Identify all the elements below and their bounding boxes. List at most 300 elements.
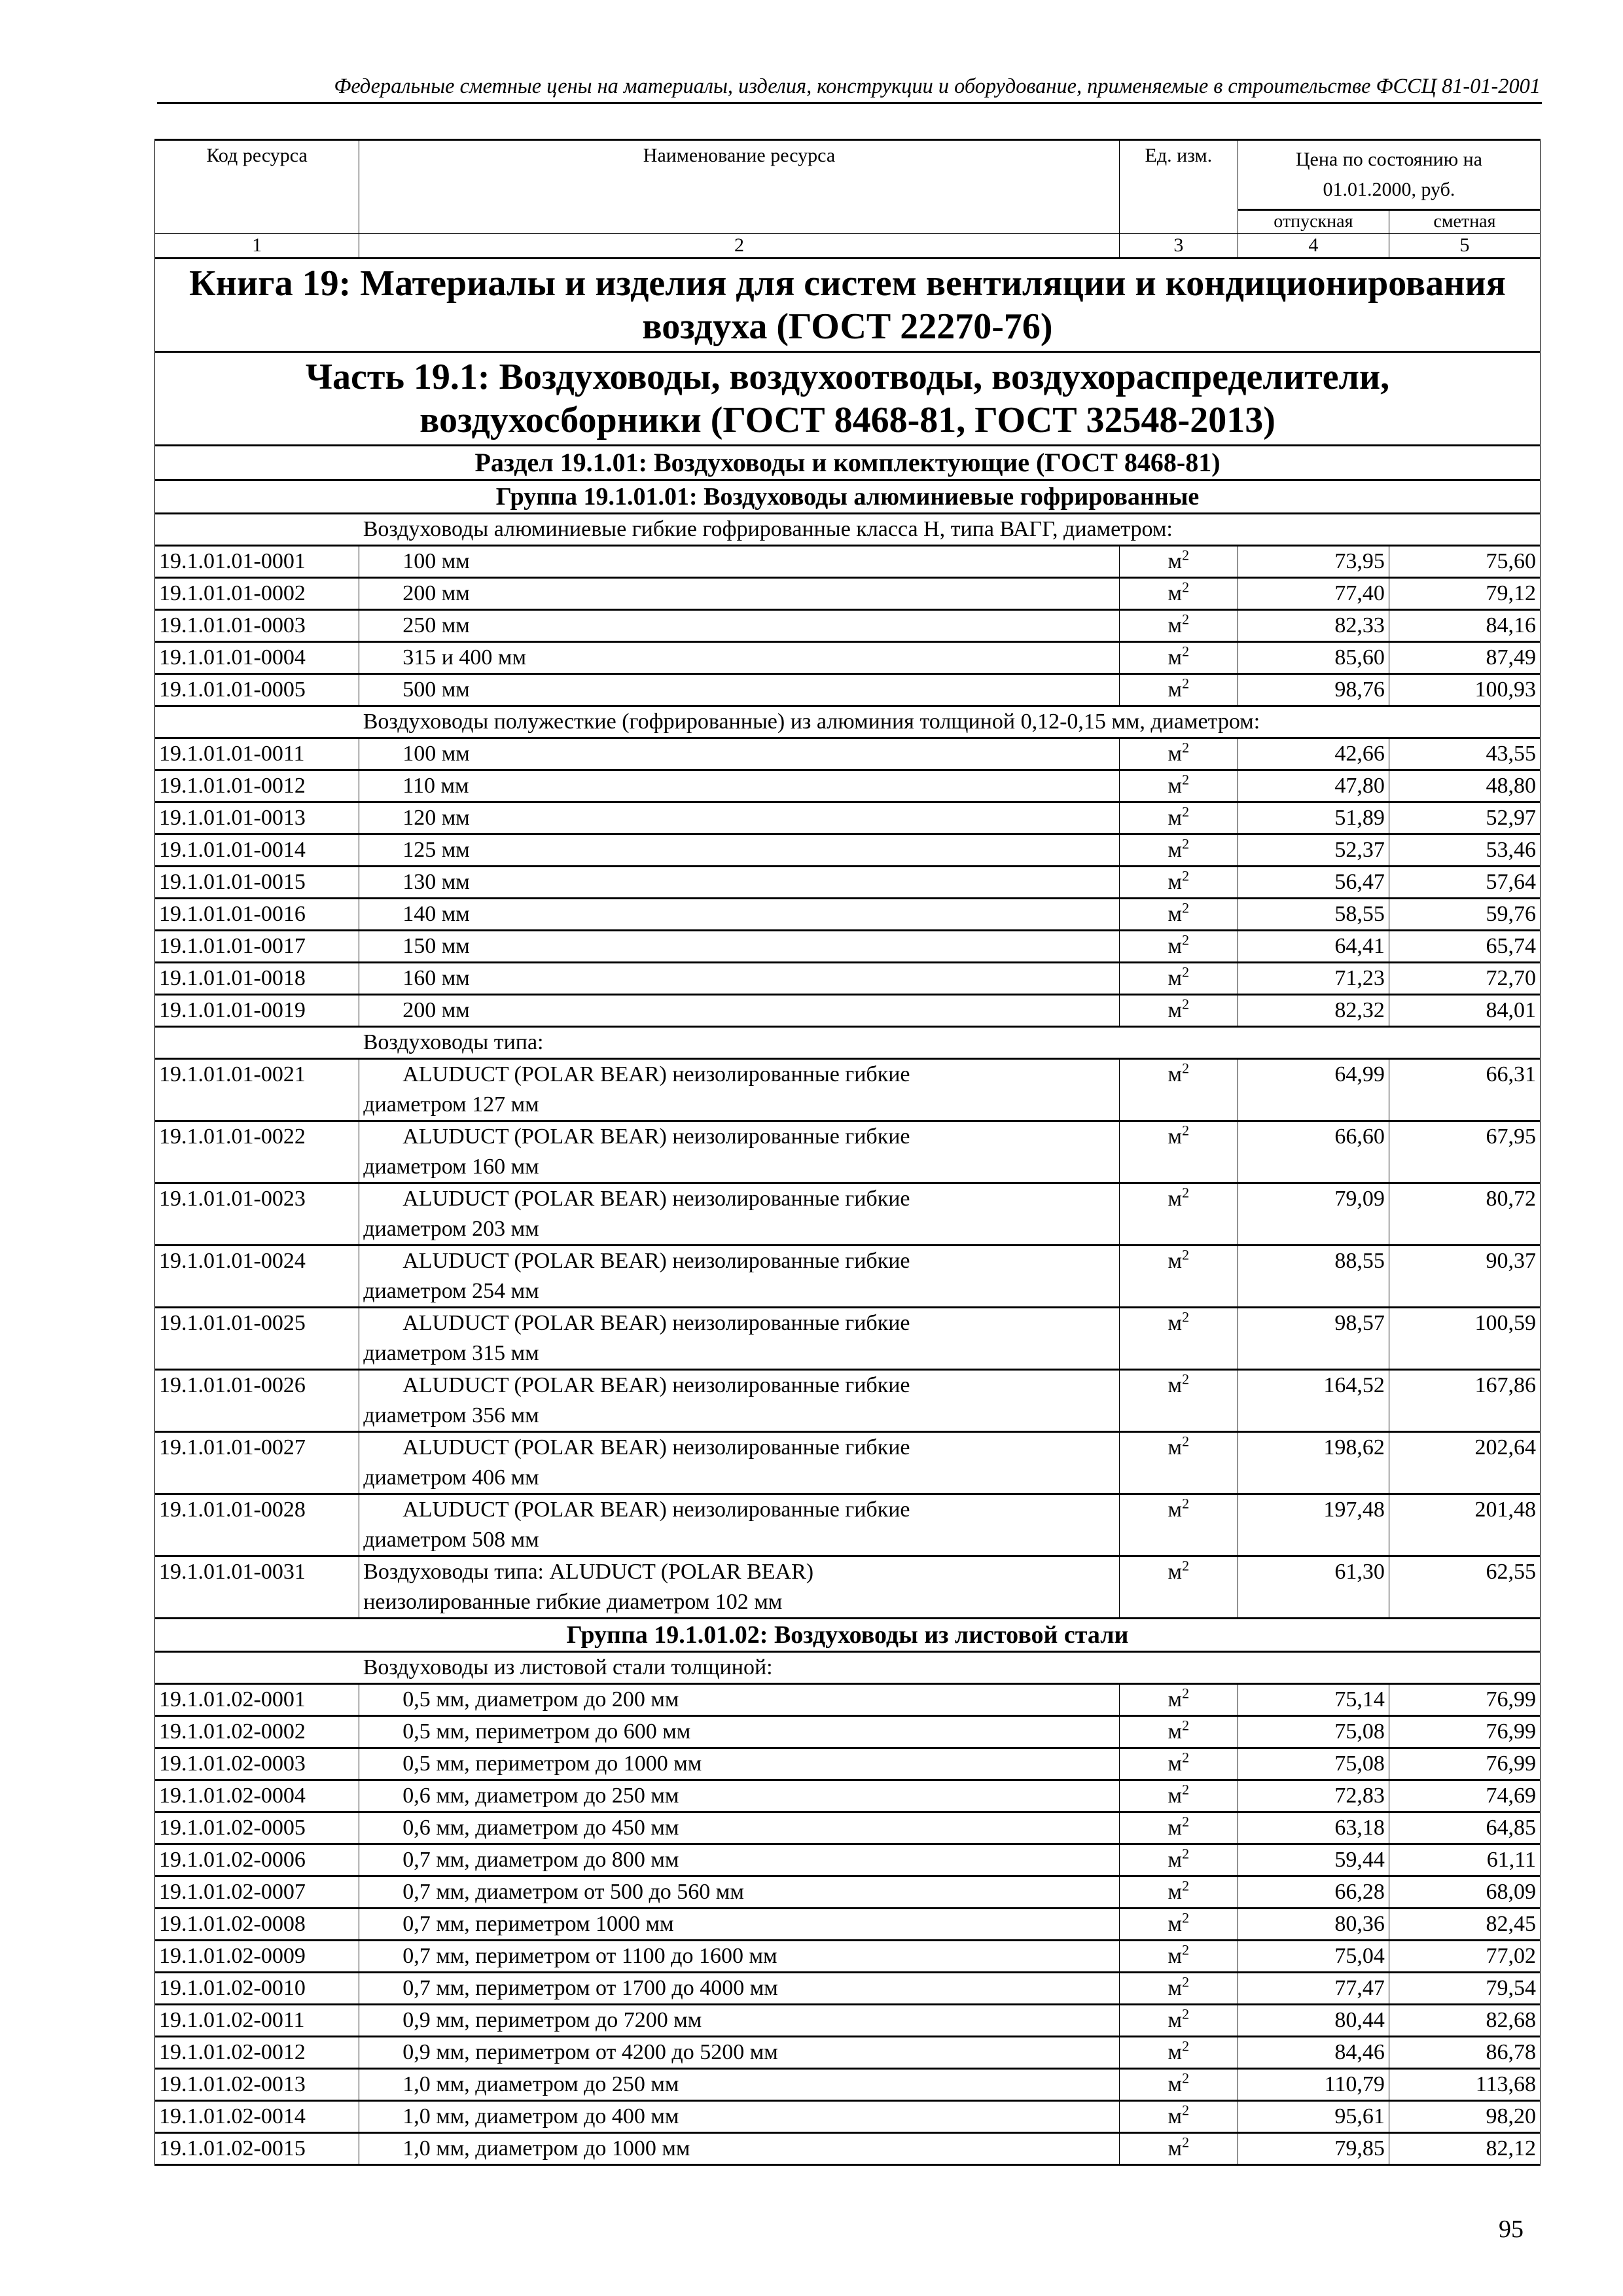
resource-name-text: 0,9 мм, периметром от 4200 до 5200 мм <box>402 2040 778 2064</box>
column-number: 3 <box>1119 234 1238 259</box>
column-number: 5 <box>1389 234 1540 259</box>
unit <box>1119 802 1238 834</box>
table-row <box>155 2069 1541 2101</box>
unit <box>1119 1909 1238 1941</box>
subhead-label: Воздуховоды полужесткие (гофрированные) из алюминия толщиной 0,12-0,15 мм, диаметром: <box>363 709 1260 734</box>
price-estimate: 68,09 <box>1389 1876 1540 1909</box>
price-release: 110,79 <box>1238 2069 1389 2101</box>
resource-code: 19.1.01.02-0005 <box>155 1812 359 1844</box>
resource-name-text: 100 мм <box>402 549 470 573</box>
price-release: 98,76 <box>1238 674 1389 706</box>
table-row <box>155 1246 1541 1308</box>
price-release: 198,62 <box>1238 1432 1389 1494</box>
unit <box>1119 1494 1238 1556</box>
resource-name-line2: диаметром 315 мм <box>363 1341 539 1365</box>
price-estimate: 167,86 <box>1389 1370 1540 1432</box>
price-release: 88,55 <box>1238 1246 1389 1308</box>
resource-name <box>359 1370 1120 1432</box>
price-estimate: 87,49 <box>1389 642 1540 674</box>
unit-exponent: 2 <box>1182 611 1190 628</box>
resource-name-line1: ALUDUCT (POLAR BEAR) неизолированные гибкие <box>402 1435 910 1460</box>
resource-name-text: 100 мм <box>402 742 470 766</box>
resource-code: 19.1.01.02-0001 <box>155 1684 359 1716</box>
price-estimate: 82,68 <box>1389 2005 1540 2037</box>
unit-base: м <box>1168 774 1183 798</box>
price-estimate: 201,48 <box>1389 1494 1540 1556</box>
subhead-label: Воздуховоды из листовой стали толщиной: <box>363 1655 773 1679</box>
table-row <box>155 963 1541 995</box>
price-release: 75,14 <box>1238 1684 1389 1716</box>
resource-name <box>359 1973 1120 2005</box>
resource-name <box>359 802 1120 834</box>
price-release: 75,04 <box>1238 1941 1389 1973</box>
price-estimate: 76,99 <box>1389 1716 1540 1748</box>
unit-exponent: 2 <box>1182 1371 1190 1388</box>
resource-name <box>359 674 1120 706</box>
resource-name-line2: неизолированные гибкие диаметром 102 мм <box>363 1590 783 1614</box>
unit-exponent: 2 <box>1182 771 1190 788</box>
subhead-row <box>155 514 1541 546</box>
unit-exponent: 2 <box>1182 2102 1190 2119</box>
resource-name-line2: диаметром 508 мм <box>363 1528 539 1552</box>
unit <box>1119 738 1238 770</box>
price-release: 72,83 <box>1238 1780 1389 1812</box>
table-row <box>155 1876 1541 1909</box>
price-release: 73,95 <box>1238 546 1389 578</box>
price-estimate: 66,31 <box>1389 1059 1540 1121</box>
table-row <box>155 1183 1541 1246</box>
resource-name <box>359 738 1120 770</box>
resource-code: 19.1.01.01-0024 <box>155 1246 359 1308</box>
resource-code: 19.1.01.02-0015 <box>155 2133 359 2165</box>
price-estimate: 79,54 <box>1389 1973 1540 2005</box>
price-release: 66,60 <box>1238 1121 1389 1183</box>
subhead-label: Воздуховоды типа: <box>363 1030 544 1054</box>
resource-name <box>359 1556 1120 1619</box>
header-price-estimate: сметная <box>1389 210 1540 234</box>
unit-base: м <box>1168 1976 1183 2000</box>
resource-code: 19.1.01.01-0022 <box>155 1121 359 1183</box>
unit <box>1119 1432 1238 1494</box>
unit <box>1119 1748 1238 1780</box>
unit <box>1119 963 1238 995</box>
resource-code: 19.1.01.01-0019 <box>155 995 359 1027</box>
unit-base: м <box>1168 2008 1183 2032</box>
resource-name-line2: диаметром 127 мм <box>363 1092 539 1117</box>
price-estimate: 86,78 <box>1389 2037 1540 2069</box>
price-estimate: 79,12 <box>1389 578 1540 610</box>
unit-base: м <box>1168 1124 1183 1149</box>
resource-name-line1: ALUDUCT (POLAR BEAR) неизолированные гибкие <box>402 1373 910 1397</box>
resource-name-text: 120 мм <box>402 806 470 830</box>
resource-code: 19.1.01.02-0014 <box>155 2101 359 2133</box>
resource-name <box>359 1059 1120 1121</box>
unit <box>1119 1973 1238 2005</box>
unit-base: м <box>1168 1498 1183 1522</box>
resource-code: 19.1.01.01-0004 <box>155 642 359 674</box>
resource-name-line2: диаметром 160 мм <box>363 1155 539 1179</box>
resource-name-text: 130 мм <box>402 870 470 894</box>
group-title: Группа 19.1.01.02: Воздуховоды из листовой стали <box>155 1619 1541 1652</box>
unit-exponent: 2 <box>1182 1184 1190 1201</box>
header-price: Цена по состоянию на 01.01.2000, руб. <box>1238 140 1540 210</box>
table-row <box>155 1494 1541 1556</box>
table-row <box>155 1684 1541 1716</box>
header-rule <box>157 102 1542 104</box>
unit-exponent: 2 <box>1182 1246 1190 1263</box>
table-row <box>155 1308 1541 1370</box>
resource-name <box>359 2133 1120 2165</box>
resource-name <box>359 995 1120 1027</box>
resource-code: 19.1.01.01-0026 <box>155 1370 359 1432</box>
resource-code: 19.1.01.01-0014 <box>155 834 359 867</box>
resource-code: 19.1.01.01-0012 <box>155 770 359 802</box>
resource-name <box>359 899 1120 931</box>
unit-exponent: 2 <box>1182 931 1190 948</box>
price-release: 85,60 <box>1238 642 1389 674</box>
resource-name <box>359 2069 1120 2101</box>
part-title: Часть 19.1: Воздуховоды, воздухоотводы, воздухораспределители, воздухосборники (ГОСТ 8468-81, ГОСТ 32548-2013) <box>155 352 1541 446</box>
header-name: Наименование ресурса <box>359 140 1120 234</box>
page-number: 95 <box>1499 2215 1524 2243</box>
resource-code: 19.1.01.01-0011 <box>155 738 359 770</box>
resource-name-text: 125 мм <box>402 838 470 862</box>
unit <box>1119 1941 1238 1973</box>
price-estimate: 82,45 <box>1389 1909 1540 1941</box>
price-release: 58,55 <box>1238 899 1389 931</box>
table-row <box>155 802 1541 834</box>
price-release: 47,80 <box>1238 770 1389 802</box>
table-row <box>155 2005 1541 2037</box>
resource-code: 19.1.01.02-0006 <box>155 1844 359 1876</box>
price-release: 84,46 <box>1238 2037 1389 2069</box>
price-estimate: 61,11 <box>1389 1844 1540 1876</box>
price-estimate: 82,12 <box>1389 2133 1540 2165</box>
unit-exponent: 2 <box>1182 1433 1190 1450</box>
resource-name <box>359 1121 1120 1183</box>
resource-code: 19.1.01.01-0025 <box>155 1308 359 1370</box>
unit-exponent: 2 <box>1182 963 1190 980</box>
unit <box>1119 1121 1238 1183</box>
table-row <box>155 931 1541 963</box>
unit <box>1119 995 1238 1027</box>
resource-code: 19.1.01.01-0023 <box>155 1183 359 1246</box>
unit <box>1119 899 1238 931</box>
price-estimate: 80,72 <box>1389 1183 1540 1246</box>
resource-name-text: 0,5 мм, диаметром до 200 мм <box>402 1687 679 1712</box>
resource-name-text: 200 мм <box>402 998 470 1022</box>
group-row <box>155 480 1541 514</box>
table-row <box>155 1909 1541 1941</box>
price-estimate: 65,74 <box>1389 931 1540 963</box>
resource-name <box>359 1909 1120 1941</box>
resource-name-text: 200 мм <box>402 581 470 605</box>
unit-base: м <box>1168 742 1183 766</box>
resource-name-text: 0,9 мм, периметром до 7200 мм <box>402 2008 702 2032</box>
subhead-row <box>155 1652 1541 1684</box>
resource-name-text: 1,0 мм, диаметром до 250 мм <box>402 2072 679 2096</box>
unit-exponent: 2 <box>1182 1813 1190 1830</box>
resource-code: 19.1.01.01-0018 <box>155 963 359 995</box>
resource-name <box>359 1844 1120 1876</box>
table-row <box>155 2101 1541 2133</box>
resource-name <box>359 931 1120 963</box>
running-head: Федеральные сметные цены на материалы, изделия, конструкции и оборудование, применяемые в строительстве ФССЦ 81-01-2001 <box>334 75 1541 98</box>
unit <box>1119 1684 1238 1716</box>
unit <box>1119 546 1238 578</box>
unit <box>1119 1812 1238 1844</box>
resource-name-text: 0,7 мм, диаметром до 800 мм <box>402 1848 679 1872</box>
resource-name-line1: ALUDUCT (POLAR BEAR) неизолированные гибкие <box>402 1311 910 1335</box>
unit-base: м <box>1168 1784 1183 1808</box>
resource-name <box>359 2005 1120 2037</box>
table-row <box>155 867 1541 899</box>
unit-exponent: 2 <box>1182 547 1190 564</box>
resource-code: 19.1.01.01-0027 <box>155 1432 359 1494</box>
price-estimate: 59,76 <box>1389 899 1540 931</box>
price-release: 42,66 <box>1238 738 1389 770</box>
resource-name <box>359 834 1120 867</box>
unit <box>1119 2133 1238 2165</box>
unit <box>1119 1246 1238 1308</box>
unit-exponent: 2 <box>1182 1557 1190 1574</box>
resource-code: 19.1.01.01-0003 <box>155 610 359 642</box>
price-release: 63,18 <box>1238 1812 1389 1844</box>
price-release: 51,89 <box>1238 802 1389 834</box>
unit-base: м <box>1168 1848 1183 1872</box>
resource-name-text: 0,7 мм, диаметром от 500 до 560 мм <box>402 1880 744 1904</box>
column-number: 2 <box>359 234 1120 259</box>
unit <box>1119 610 1238 642</box>
price-estimate: 52,97 <box>1389 802 1540 834</box>
resource-code: 19.1.01.02-0013 <box>155 2069 359 2101</box>
unit-base: м <box>1168 1435 1183 1460</box>
table-row <box>155 1370 1541 1432</box>
table-row <box>155 1059 1541 1121</box>
resource-name-text: 150 мм <box>402 934 470 958</box>
unit-base: м <box>1168 645 1183 670</box>
table-row <box>155 1556 1541 1619</box>
price-table <box>154 139 1541 2166</box>
resource-name <box>359 1183 1120 1246</box>
unit-base: м <box>1168 677 1183 702</box>
price-estimate: 84,16 <box>1389 610 1540 642</box>
unit-exponent: 2 <box>1182 1781 1190 1798</box>
price-estimate: 53,46 <box>1389 834 1540 867</box>
resource-code: 19.1.01.02-0004 <box>155 1780 359 1812</box>
table-row <box>155 1716 1541 1748</box>
resource-name <box>359 1246 1120 1308</box>
price-release: 80,44 <box>1238 2005 1389 2037</box>
unit-base: м <box>1168 934 1183 958</box>
table-row <box>155 1780 1541 1812</box>
unit-exponent: 2 <box>1182 1717 1190 1734</box>
unit-exponent: 2 <box>1182 2134 1190 2151</box>
table-row <box>155 834 1541 867</box>
unit-base: м <box>1168 1249 1183 1273</box>
price-estimate: 72,70 <box>1389 963 1540 995</box>
price-estimate: 48,80 <box>1389 770 1540 802</box>
resource-code: 19.1.01.01-0021 <box>155 1059 359 1121</box>
unit <box>1119 770 1238 802</box>
subhead-label: Воздуховоды алюминиевые гибкие гофрированные класса Н, типа ВАГГ, диаметром: <box>363 517 1173 541</box>
unit <box>1119 1556 1238 1619</box>
unit-base: м <box>1168 549 1183 573</box>
resource-name-line1: ALUDUCT (POLAR BEAR) неизолированные гибкие <box>402 1062 910 1086</box>
unit <box>1119 674 1238 706</box>
resource-name <box>359 2037 1120 2069</box>
resource-code: 19.1.01.02-0008 <box>155 1909 359 1941</box>
resource-name-text: 110 мм <box>402 774 469 798</box>
price-release: 75,08 <box>1238 1716 1389 1748</box>
unit-base: м <box>1168 2104 1183 2128</box>
unit <box>1119 867 1238 899</box>
unit-exponent: 2 <box>1182 579 1190 596</box>
unit <box>1119 1844 1238 1876</box>
price-estimate: 57,64 <box>1389 867 1540 899</box>
unit-base: м <box>1168 966 1183 990</box>
unit-base: м <box>1168 806 1183 830</box>
unit-base: м <box>1168 2136 1183 2161</box>
unit-exponent: 2 <box>1182 1909 1190 1926</box>
unit <box>1119 2069 1238 2101</box>
unit <box>1119 1876 1238 1909</box>
table-body <box>155 259 1541 2165</box>
resource-code: 19.1.01.01-0002 <box>155 578 359 610</box>
resource-name-line2: диаметром 406 мм <box>363 1465 539 1490</box>
unit-exponent: 2 <box>1182 1941 1190 1958</box>
unit-base: м <box>1168 838 1183 862</box>
unit-base: м <box>1168 2040 1183 2064</box>
resource-name <box>359 1684 1120 1716</box>
price-release: 79,09 <box>1238 1183 1389 1246</box>
column-number: 1 <box>155 234 359 259</box>
resource-code: 19.1.01.02-0003 <box>155 1748 359 1780</box>
unit-exponent: 2 <box>1182 643 1190 660</box>
resource-code: 19.1.01.02-0007 <box>155 1876 359 1909</box>
price-estimate: 90,37 <box>1389 1246 1540 1308</box>
price-release: 59,44 <box>1238 1844 1389 1876</box>
resource-name-text: 140 мм <box>402 902 470 926</box>
price-release: 197,48 <box>1238 1494 1389 1556</box>
unit-exponent: 2 <box>1182 996 1190 1013</box>
table-row <box>155 1941 1541 1973</box>
resource-name <box>359 1812 1120 1844</box>
section-title: Раздел 19.1.01: Воздуховоды и комплектующие (ГОСТ 8468-81) <box>155 446 1541 480</box>
price-release: 82,32 <box>1238 995 1389 1027</box>
resource-name <box>359 2101 1120 2133</box>
price-release: 98,57 <box>1238 1308 1389 1370</box>
resource-name <box>359 578 1120 610</box>
subhead-spacer <box>155 1027 359 1059</box>
table-row <box>155 2037 1541 2069</box>
unit <box>1119 1716 1238 1748</box>
price-estimate: 67,95 <box>1389 1121 1540 1183</box>
resource-name <box>359 770 1120 802</box>
price-estimate: 84,01 <box>1389 995 1540 1027</box>
price-estimate: 76,99 <box>1389 1748 1540 1780</box>
price-release: 61,30 <box>1238 1556 1389 1619</box>
price-estimate: 74,69 <box>1389 1780 1540 1812</box>
unit-exponent: 2 <box>1182 867 1190 884</box>
price-estimate: 98,20 <box>1389 2101 1540 2133</box>
price-release: 56,47 <box>1238 867 1389 899</box>
unit-exponent: 2 <box>1182 803 1190 820</box>
table-row <box>155 578 1541 610</box>
resource-name-line1: ALUDUCT (POLAR BEAR) неизолированные гибкие <box>402 1187 910 1211</box>
price-release: 77,40 <box>1238 578 1389 610</box>
unit <box>1119 931 1238 963</box>
unit-exponent: 2 <box>1182 1495 1190 1512</box>
price-estimate: 62,55 <box>1389 1556 1540 1619</box>
table-row <box>155 546 1541 578</box>
resource-name <box>359 1941 1120 1973</box>
resource-name-text: 1,0 мм, диаметром до 400 мм <box>402 2104 679 2128</box>
subhead-text <box>359 1027 1541 1059</box>
price-release: 64,99 <box>1238 1059 1389 1121</box>
price-release: 95,61 <box>1238 2101 1389 2133</box>
table-row <box>155 899 1541 931</box>
table-row <box>155 610 1541 642</box>
subhead-text <box>359 514 1541 546</box>
resource-name-text: 0,6 мм, диаметром до 450 мм <box>402 1816 679 1840</box>
resource-name-line1: ALUDUCT (POLAR BEAR) неизолированные гибкие <box>402 1249 910 1273</box>
resource-name <box>359 1876 1120 1909</box>
unit-base: м <box>1168 902 1183 926</box>
unit-base: м <box>1168 1751 1183 1776</box>
table-row <box>155 2133 1541 2165</box>
unit <box>1119 2101 1238 2133</box>
price-estimate: 77,02 <box>1389 1941 1540 1973</box>
price-estimate: 64,85 <box>1389 1812 1540 1844</box>
resource-name <box>359 546 1120 578</box>
unit-base: м <box>1168 1944 1183 1968</box>
resource-name-line1: ALUDUCT (POLAR BEAR) неизолированные гибкие <box>402 1124 910 1149</box>
book-title: Книга 19: Материалы и изделия для систем вентиляции и кондиционирования воздуха (ГОСТ 22270-76) <box>155 259 1541 352</box>
unit-exponent: 2 <box>1182 675 1190 692</box>
column-numbers-row <box>155 234 1541 259</box>
resource-code: 19.1.01.01-0016 <box>155 899 359 931</box>
price-estimate: 43,55 <box>1389 738 1540 770</box>
resource-name <box>359 1432 1120 1494</box>
unit-exponent: 2 <box>1182 1685 1190 1702</box>
price-estimate: 75,60 <box>1389 546 1540 578</box>
subhead-spacer <box>155 706 359 738</box>
price-estimate: 76,99 <box>1389 1684 1540 1716</box>
unit-base: м <box>1168 1816 1183 1840</box>
subhead-text <box>359 706 1541 738</box>
unit-base: м <box>1168 1373 1183 1397</box>
header-unit: Ед. изм. <box>1119 140 1238 234</box>
resource-name-line1: Воздуховоды типа: ALUDUCT (POLAR BEAR) <box>363 1560 814 1584</box>
price-estimate: 202,64 <box>1389 1432 1540 1494</box>
resource-name-text: 250 мм <box>402 613 470 637</box>
unit-base: м <box>1168 1062 1183 1086</box>
resource-code: 19.1.01.02-0010 <box>155 1973 359 2005</box>
price-release: 64,41 <box>1238 931 1389 963</box>
subhead-spacer <box>155 514 359 546</box>
unit-exponent: 2 <box>1182 1060 1190 1077</box>
resource-name-text: 500 мм <box>402 677 470 702</box>
resource-name <box>359 963 1120 995</box>
resource-code: 19.1.01.01-0031 <box>155 1556 359 1619</box>
resource-name <box>359 1780 1120 1812</box>
price-release: 80,36 <box>1238 1909 1389 1941</box>
resource-code: 19.1.01.01-0017 <box>155 931 359 963</box>
table-row <box>155 1812 1541 1844</box>
unit-base: м <box>1168 1912 1183 1936</box>
subhead-row <box>155 1027 1541 1059</box>
